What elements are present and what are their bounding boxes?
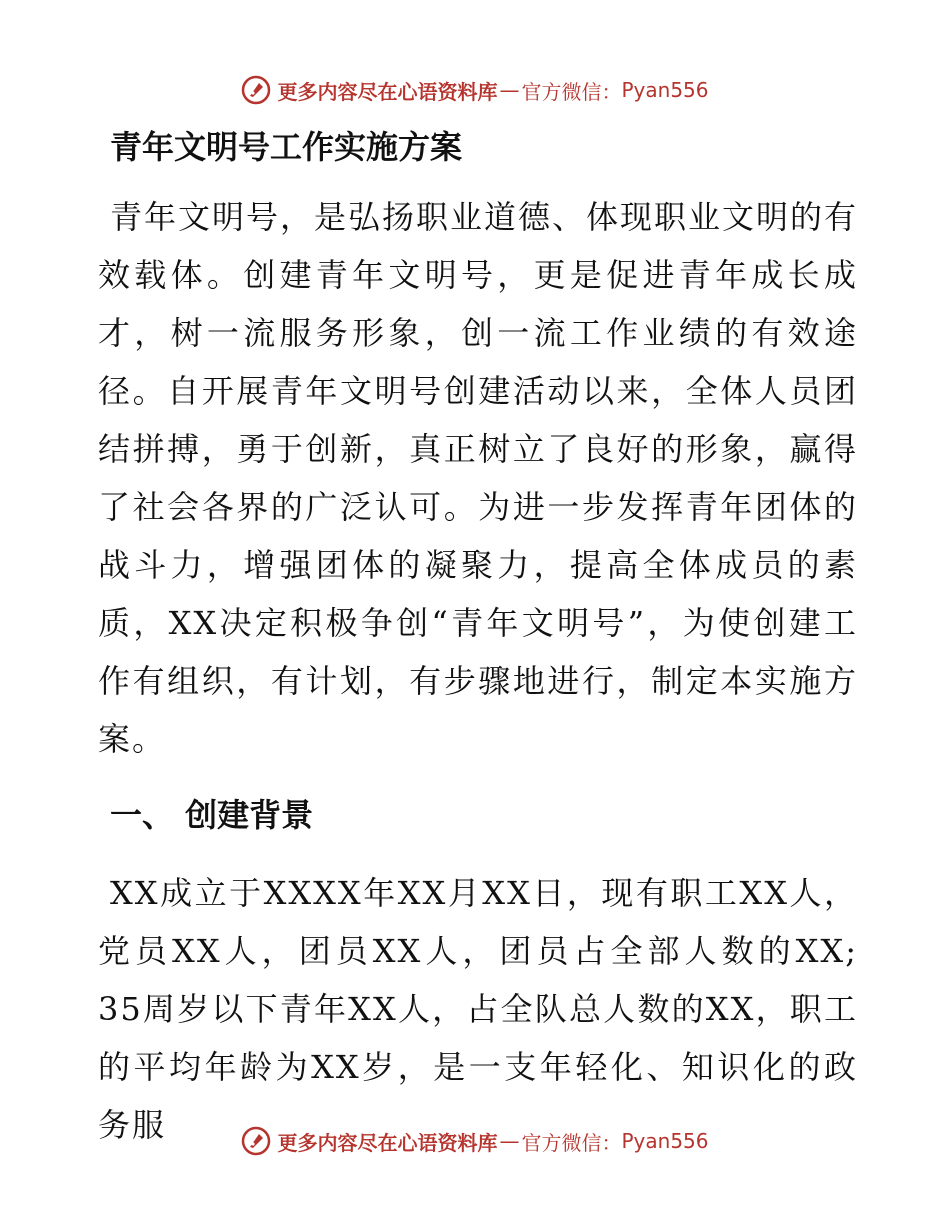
watermark-dash: — [499, 78, 520, 102]
watermark-text: 更多内容尽在心语资料库 [277, 79, 498, 104]
footer-watermark [0, 1121, 950, 1161]
watermark-text: 更多内容尽在心语资料库 [277, 1130, 498, 1155]
watermark-id: Pyan556 [621, 78, 709, 102]
header-watermark [0, 70, 950, 110]
document-body [98, 122, 858, 1154]
watermark-label: 官方微信： [521, 79, 622, 104]
watermark-label: 官方微信： [521, 1130, 622, 1155]
pen-nib-logo-icon [241, 1126, 271, 1156]
background-paragraph: XX成立于XXXX年XX月XX日，现有职工XX人，党员XX人，团员XX人，团员占全部人数的XX; 35周岁以下青年XX人，占全队总人数的XX，职工的平均年龄为XX岁，是一支年轻化、知识化的政务服 [98, 874, 858, 1144]
document-title: 青年文明号工作实施方案 [110, 128, 463, 166]
watermark-id: Pyan556 [621, 1129, 709, 1153]
section-heading-background: 一、 创建背景 [110, 796, 314, 834]
watermark-dash: — [499, 1129, 520, 1153]
intro-paragraph: 青年文明号，是弘扬职业道德、体现职业文明的有效载体。创建青年文明号，更是促进青年成长成才，树一流服务形象，创一流工作业绩的有效途径。自开展青年文明号创建活动以来，全体人员团结拼搏，勇于创新，真正树立了良好的形象，赢得了社会各界的广泛认可。为进一步发挥青年团体的战斗力，增强团体的凝聚力，提高全体成员的素质，XX决定积极争创“青年文明号”，为使创建工作有组织，有计划，有步骤地进行，制定本实施方案。 [98, 198, 859, 758]
pen-nib-logo-icon [241, 75, 271, 105]
